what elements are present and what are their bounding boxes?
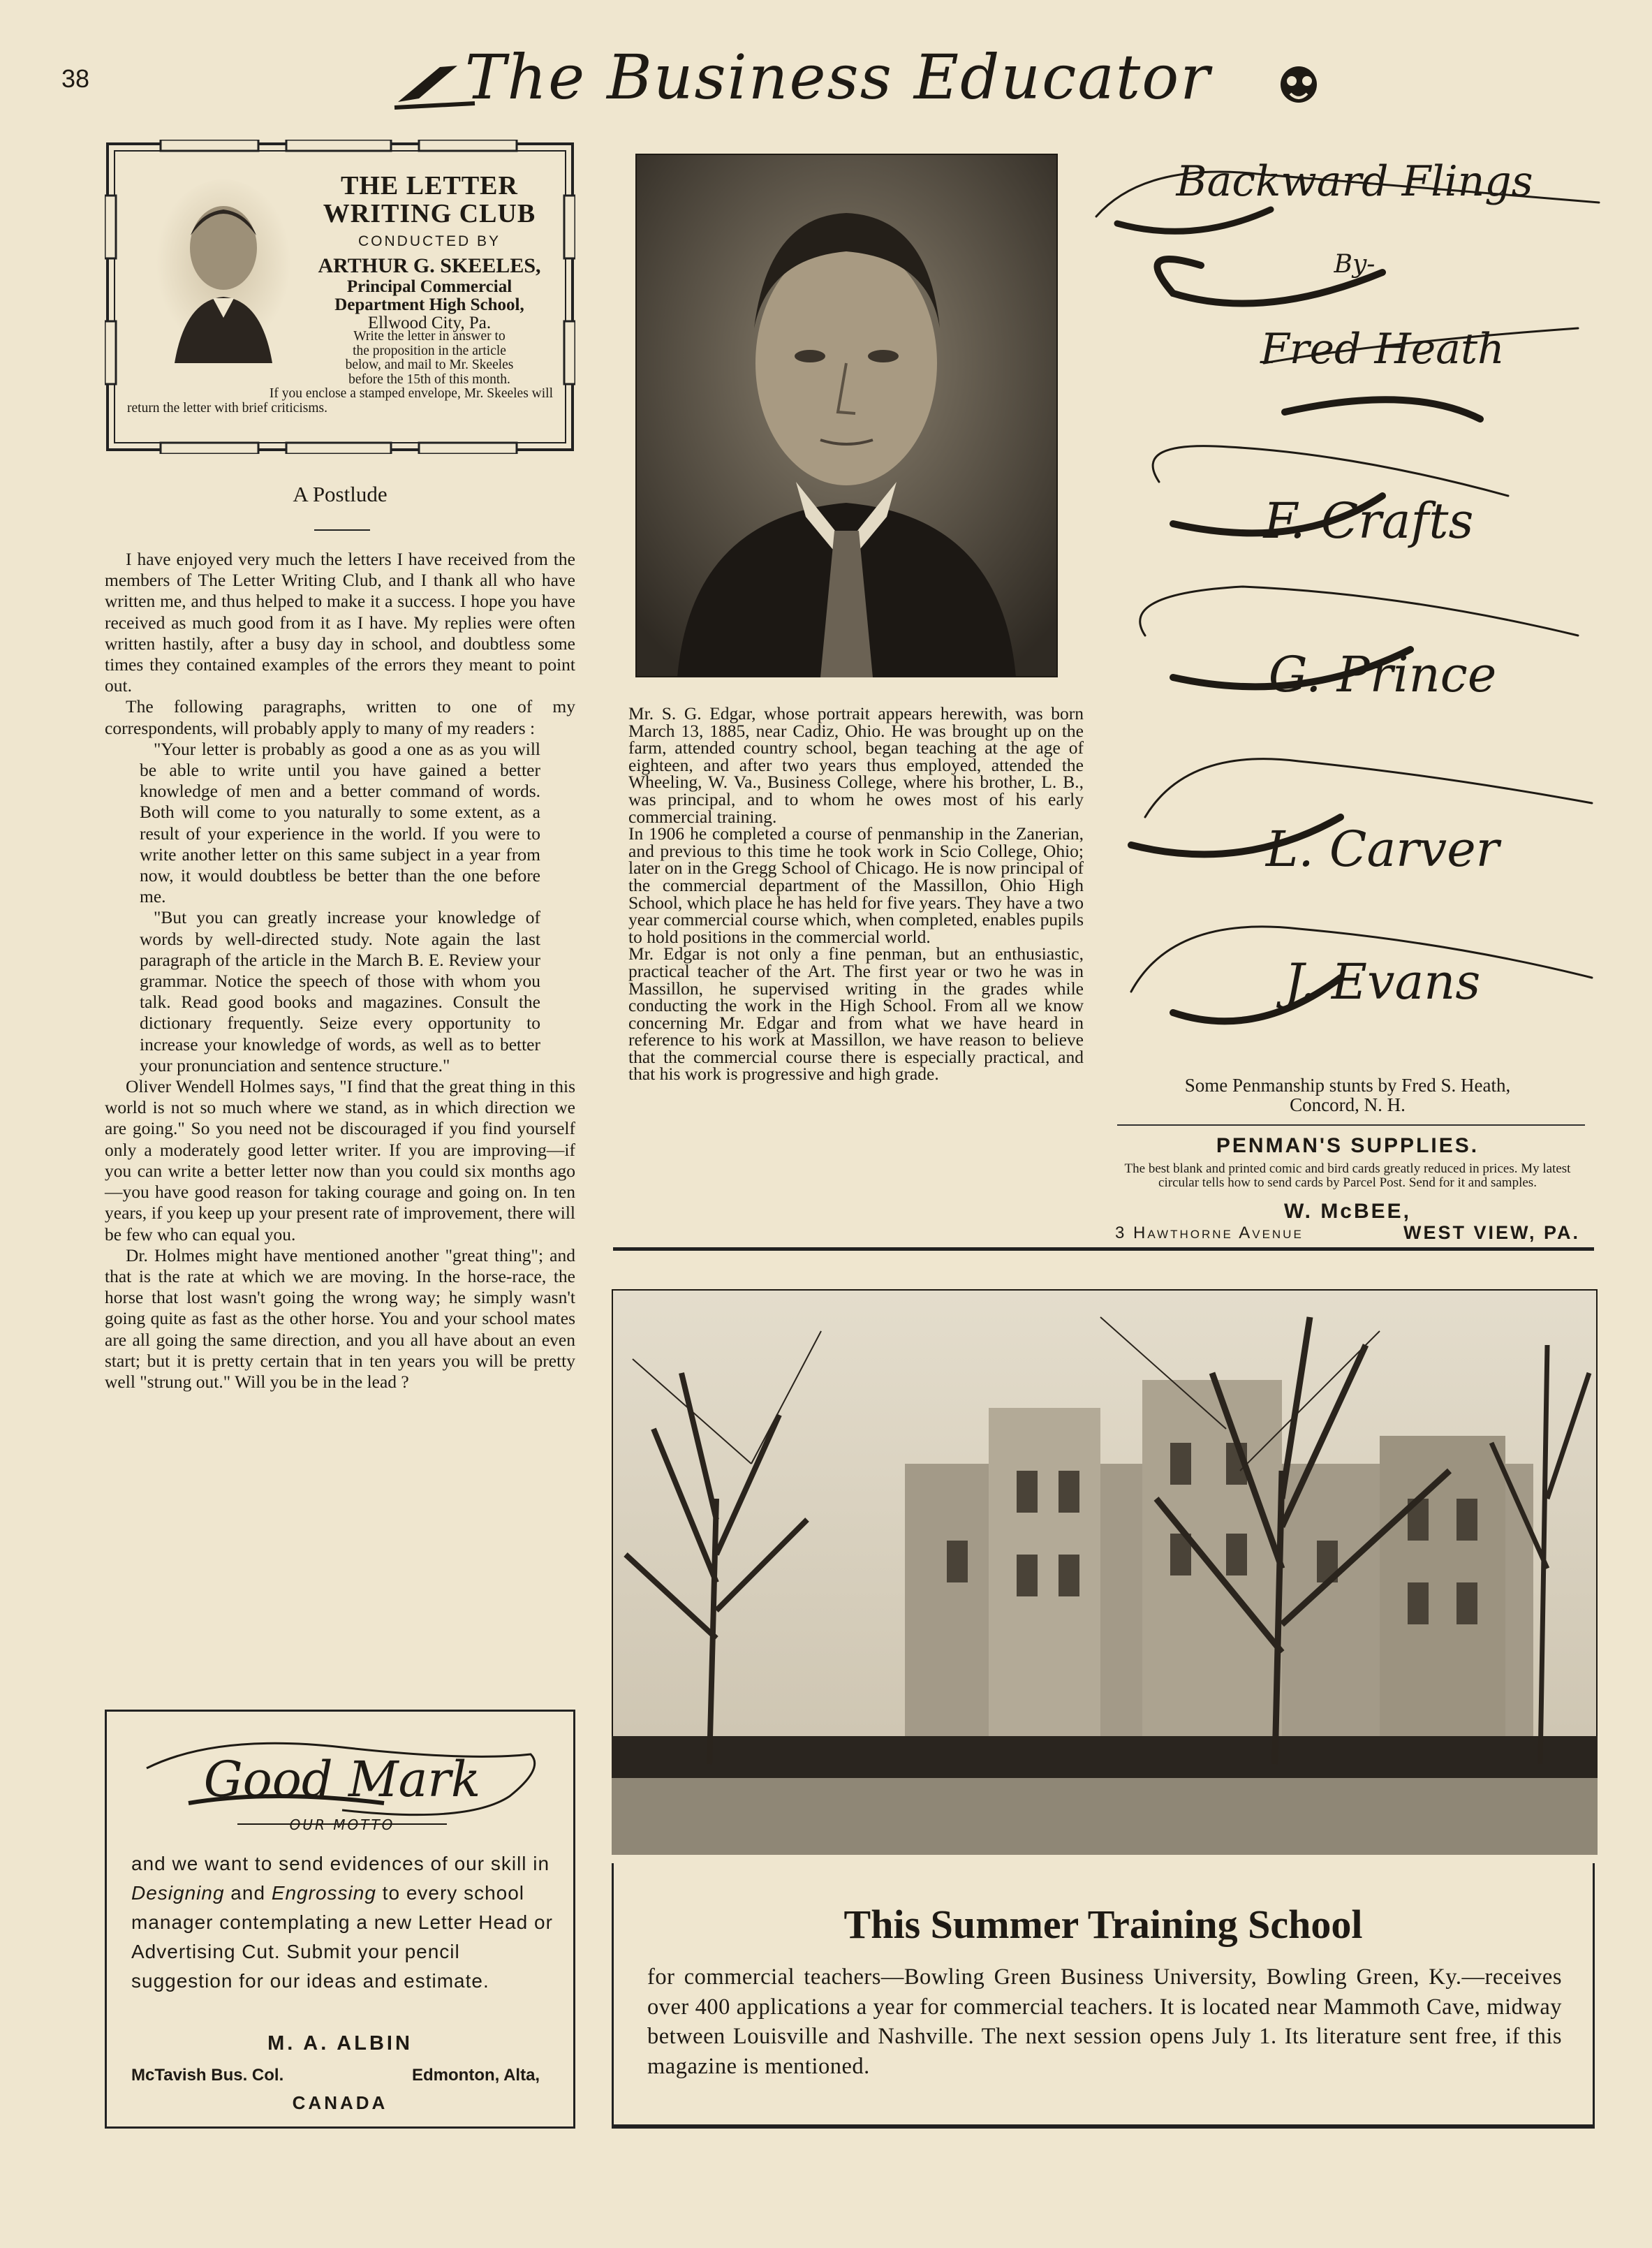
flourish-line-4: F. Crafts: [1263, 492, 1474, 550]
ornament-icon: [1281, 66, 1317, 103]
club-heading: [300, 172, 559, 332]
club-instr-4: before the 15th of this month.: [348, 372, 510, 387]
good-mark-title: Good Mark: [203, 1751, 481, 1808]
club-position-3: Ellwood City, Pa.: [367, 314, 492, 332]
albin-school: McTavish Bus. Col.: [131, 2066, 284, 2085]
edgar-portrait: [635, 154, 1058, 677]
postlude-paragraph: The following paragraphs, written to one of my correspondents, will probably apply to many of my readers :: [105, 696, 575, 738]
albin-city: Edmonton, Alta,: [412, 2066, 540, 2085]
training-title: This Summer Training School: [843, 1902, 1363, 1947]
club-instructions: [300, 330, 559, 387]
postlude-paragraph: Oliver Wendell Holmes says, "I find that the great thing in this world is not so much where we stand, as in which direction we are going." So you need not be discouraged if you find yourself only a moderately good letter writer. If you are improving—if you can write a better letter now than you could six months ago—you have good reason for taking courage and going on. In ten years, if you keep up your present rate of improvement, there will be few who can equal you.: [105, 1076, 575, 1244]
albin-text-a: and we want to send evidences of our skill in: [131, 1853, 550, 1874]
section-divider: [613, 1247, 1594, 1251]
supplies-title: PENMAN'S SUPPLIES.: [1216, 1134, 1480, 1157]
postlude-paragraph: Dr. Holmes might have mentioned another "great thing"; and that is the rate at which we are moving. In the horse-race, the horse that lost wasn't going the wrong way; he simply wasn't going quite as fast as the other horse. You and your school mates are all going the same direction, and you all have about an even start; but it is pretty certain that in ten years you will be pretty well "strung out." Will you be in the lead ?: [105, 1244, 575, 1392]
flourish-line-7: J. Evans: [1284, 953, 1481, 1011]
good-mark-script: [133, 1726, 552, 1838]
quill-icon: [394, 66, 475, 108]
supplies-city: WEST VIEW, PA.: [1403, 1222, 1581, 1243]
supplies-divider: [1117, 1124, 1585, 1126]
masthead-title: The Business Educator: [464, 41, 1211, 113]
club-instr-3: below, and mail to Mr. Skeeles: [345, 358, 514, 372]
club-position-1: Principal Commercial: [346, 277, 512, 296]
club-position-2: Department High School,: [334, 295, 524, 314]
club-instr-1: Write the letter in answer to: [353, 329, 506, 344]
edgar-paragraph: Mr. Edgar is not only a fine penman, but an enthusiastic, practical teacher of the Art. The first year or two he was in Massillon, he supervised writing in the grades while conducting the work in the High School. From all we know concerning Mr. Edgar and from what we have heard in reference to his work at Massillon, we have reason to believe that the commercial course there is especially practical, and that his work is progressive and high grade.: [628, 943, 1084, 1085]
albin-ad-text: [131, 1849, 554, 1996]
skeeles-portrait: [150, 178, 297, 367]
postlude-quote: "But you can greatly increase your knowledge of words by well-directed study. Note again the last paragraph of the article in the March B. E. Review your grammar. Notice the speech of those with whom you talk. Read good books and magazines. Consult the dictionary frequently. Seize every opportunity to increase your knowledge of words, as well as to better your pronunciation and sentence structure.": [140, 907, 540, 1075]
flourish-line-3: Fred Heath: [1260, 325, 1505, 374]
club-instr-2: the proposition in the article: [353, 343, 506, 358]
club-title-line2: WRITING CLUB: [323, 199, 536, 228]
flourish-line-1: Backward Flings: [1176, 157, 1533, 206]
school-building-photo: [612, 1289, 1598, 1855]
postlude-paragraph: I have enjoyed very much the letters I have received from the members of The Letter Writing Club, and I thank all who have written me, and thus helped to make it a success. I hope you have received as much good from it as I have. My replies were often written hastily, after a busy day in school, and doubtless some times they contained examples of the errors they meant to point out.: [105, 549, 575, 696]
caption-line-1: Some Penmanship stunts by Fred S. Heath,: [1184, 1075, 1511, 1096]
club-instr-5: If you enclose a stamped envelope, Mr. Skeeles will: [269, 386, 553, 401]
albin-name: M. A. ALBIN: [267, 2032, 413, 2055]
supplies-address: 3 Hawthorne Avenue: [1115, 1224, 1304, 1242]
building: [905, 1380, 1533, 1757]
supplies-name: W. McBEE,: [1283, 1200, 1412, 1223]
club-conductor-name: ARTHUR G. SKEELES,: [318, 254, 541, 277]
club-instructions-wide: [127, 387, 553, 416]
flourish-line-2: By-: [1334, 250, 1376, 279]
postlude-quote: "Your letter is probably as good a one as as you will be able to write until you have gained a better knowledge of men and a better command of words. Both will come to you naturally to some extent, as a result of your experience in the world. If you were to write another letter on this same subject in a year from now, it would doubtless be better than the one before me.: [140, 738, 540, 907]
club-instr-6: return the letter with brief criticisms.: [127, 400, 327, 416]
postlude-body: [105, 549, 575, 1393]
flourish-line-5: G. Prince: [1268, 646, 1497, 703]
supplies-text: The best blank and printed comic and bird cards greatly reduced in prices. My latest circular tells how to send cards by Parcel Post. Send for it and samples.: [1124, 1161, 1571, 1190]
postlude-divider: [314, 529, 370, 531]
albin-country: CANADA: [292, 2092, 388, 2113]
caption-line-2: Concord, N. H.: [1290, 1094, 1406, 1115]
penmanship-caption: [1110, 1075, 1585, 1115]
edgar-paragraph: Mr. S. G. Edgar, whose portrait appears herewith, was born March 13, 1885, near Cadiz, Ohio. He was brought up on the farm, attended country school, began teaching at the age of eighteen, and after two years thus employed, attended the Wheeling, W. Va., Business College, where his brother, L. B., was principal, and to whom he owes most of his early commercial training.: [628, 703, 1084, 827]
conducted-by: CONDUCTED BY: [357, 233, 501, 249]
postlude-title: A Postlude: [293, 482, 388, 506]
edgar-bio: [628, 705, 1084, 1083]
albin-engrossing: Engrossing: [271, 1882, 376, 1904]
albin-text-c: to every school manager contemplating a new Letter Head or Advertising Cut. Submit your pencil suggestion for our ideas and estimate.: [131, 1882, 553, 1992]
edgar-paragraph: In 1906 he completed a course of penmanship in the Zanerian, and previous to this time he took work in Scio College, Ohio; later on in the Gregg School of Chicago. He is now principal of the commercial department of the Massillon, Ohio High School, which place he has held for five years. They have a two year commercial course which, when completed, enables pupils to hold positions in the commercial world.: [628, 823, 1084, 947]
club-title-line1: THE LETTER: [341, 171, 518, 200]
training-text: for commercial teachers—Bowling Green Business University, Bowling Green, Ky.—receives over 400 applications a year for commercial teachers. It is located near Mammoth Cave, midway between Louisville and Nashville. The next session opens July 1. Its literature sent free, if this magazine is mentioned.: [647, 1964, 1562, 2079]
motto-label: OUR MOTTO: [289, 1816, 395, 1833]
albin-text-b: and: [224, 1882, 272, 1904]
albin-designing: Designing: [131, 1882, 225, 1904]
masthead: [391, 25, 1341, 123]
flourish-line-6: L. Carver: [1265, 821, 1500, 878]
page-number: 38: [61, 64, 90, 93]
penmanship-flourish: [1089, 133, 1606, 1055]
